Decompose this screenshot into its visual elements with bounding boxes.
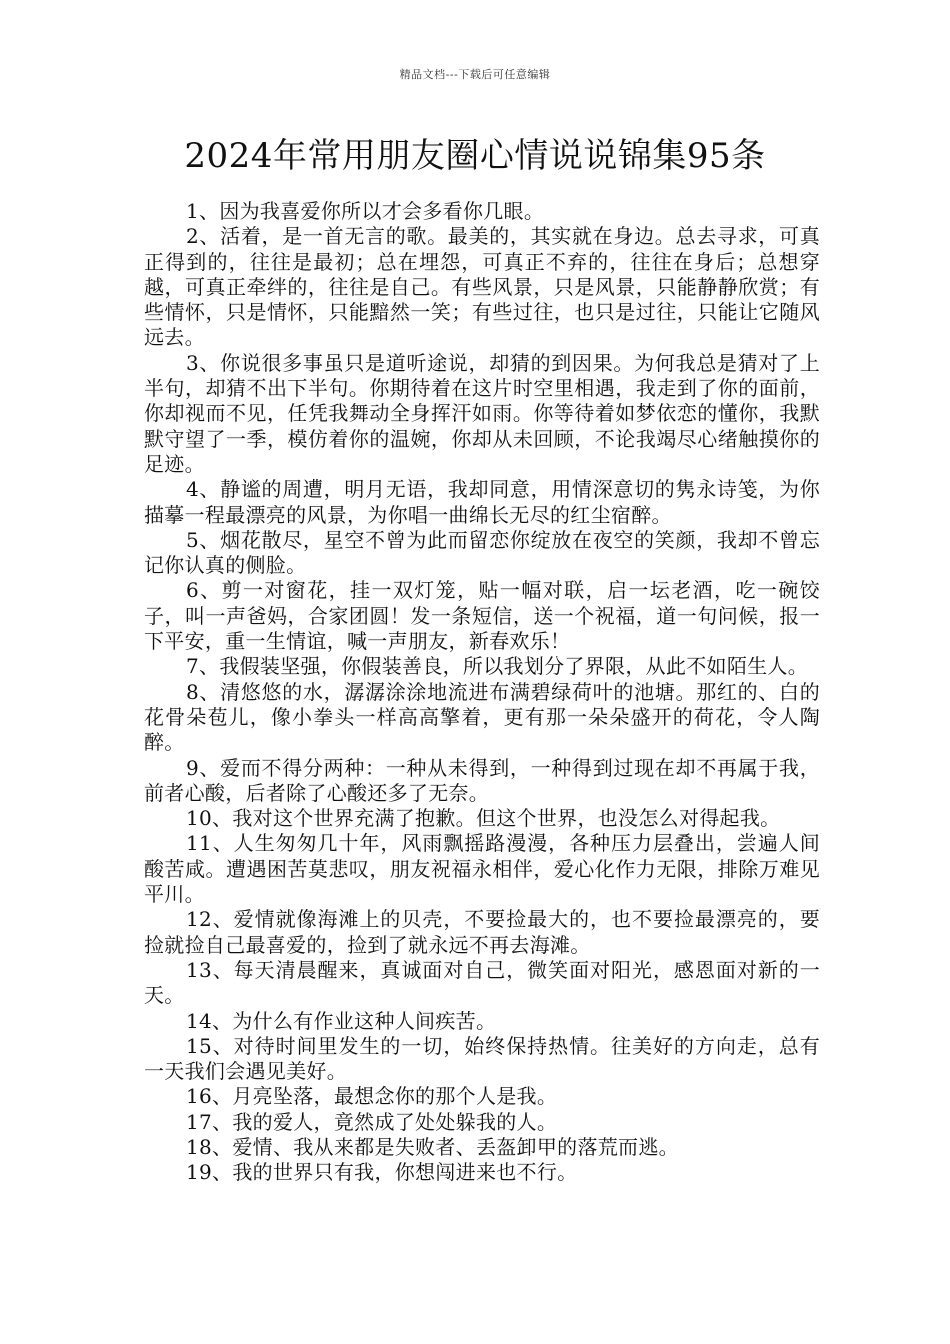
paragraph-10: 10、我对这个世界充满了抱歉。但这个世界，也没怎么对得起我。 [186,806,781,831]
paragraph-16: 16、月亮坠落，最想念你的那个人是我。 [186,1084,558,1109]
paragraph-14: 14、为什么有作业这种人间疾苦。 [186,1008,497,1033]
paragraph-17: 17、我的爱人，竟然成了处处躲我的人。 [186,1109,558,1134]
paragraph-7: 7、我假装坚强，你假装善良，所以我划分了界限，从此不如陌生人。 [186,654,809,679]
paragraph-11: 11、人生匆匆几十年，风雨飘摇路漫漫，各种压力层叠出，尝遍人间酸苦咸。遭遇困苦莫悲叹，朋友祝福永相伴，爱心化作力无限，排除万难见平川。 [144,831,820,907]
document-title: 2024年常用朋友圈心情说说锦集95条 [184,136,766,176]
paragraph-1: 1、因为我喜爱你所以才会多看你几眼。 [186,199,545,223]
paragraph-4: 4、静谧的周遭，明月无语，我却同意，用情深意切的隽永诗笺，为你描摹一程最漂亮的风景，为你唱一曲绵长无尽的红尘宿醉。 [144,477,820,527]
paragraph-5: 5、烟花散尽，星空不曾为此而留恋你绽放在夜空的笑颜，我却不曾忘记你认真的侧脸。 [144,527,820,578]
paragraph-13: 13、每天清晨醒来，真诚面对自己，微笑面对阳光，感恩面对新的一天。 [144,957,820,1008]
paragraph-19: 19、我的世界只有我，你想闯进来也不行。 [186,1160,578,1185]
paragraph-18: 18、爱情、我从来都是失败者、丢盔卸甲的落荒而逃。 [186,1134,679,1159]
paragraph-3: 3、你说很多事虽只是道听途说，却猜的到因果。为何我总是猜对了上半句，却猜不出下半句。你期待着在这片时空里相遇，我走到了你的面前，你却视而不见，任凭我舞动全身挥汗如雨。你等待着如梦依恋的懂你，我默默守望了一季，模仿着你的温婉，你却从未回顾，不论我竭尽心绪触摸你的足迹。 [144,350,820,476]
paragraph-2: 2、活着，是一首无言的歌。最美的，其实就在身边。总去寻求，可真正得到的，往往是最初；总在埋怨，可真正不弃的，往往在身后；总想穿越，可真正牵绊的，往往是自己。有些风景，只是风景，只能静静欣赏；有些情怀，只是情怀，只能黯然一笑；有些过往，也只是过往，只能让它随风远去。 [144,224,820,350]
document-body [144,199,820,1186]
paragraph-6: 6、剪一对窗花，挂一双灯笼，贴一幅对联，启一坛老酒，吃一碗饺子，叫一声爸妈，合家团圆！发一条短信，送一个祝福，道一句问候，报一下平安，重一生情谊，喊一声朋友，新春欢乐！ [144,578,820,654]
paragraph-12: 12、爱情就像海滩上的贝壳，不要捡最大的，也不要捡最漂亮的，要捡就捡自己最喜爱的，捡到了就永远不再去海滩。 [144,907,820,957]
paragraph-8: 8、清悠悠的水，潺潺涂涂地流进布满碧绿荷叶的池塘。那红的、白的花骨朵苞儿，像小拳头一样高高擎着，更有那一朵朵盛开的荷花，令人陶醉。 [144,679,820,755]
page-header: 精品文档---下载后可任意编辑 [399,68,551,81]
paragraph-9: 9、爱而不得分两种：一种从未得到，一种得到过现在却不再属于我，前者心酸，后者除了心酸还多了无奈。 [144,755,820,805]
paragraph-15: 15、对待时间里发生的一切，始终保持热情。往美好的方向走，总有一天我们会遇见美好。 [144,1033,820,1084]
